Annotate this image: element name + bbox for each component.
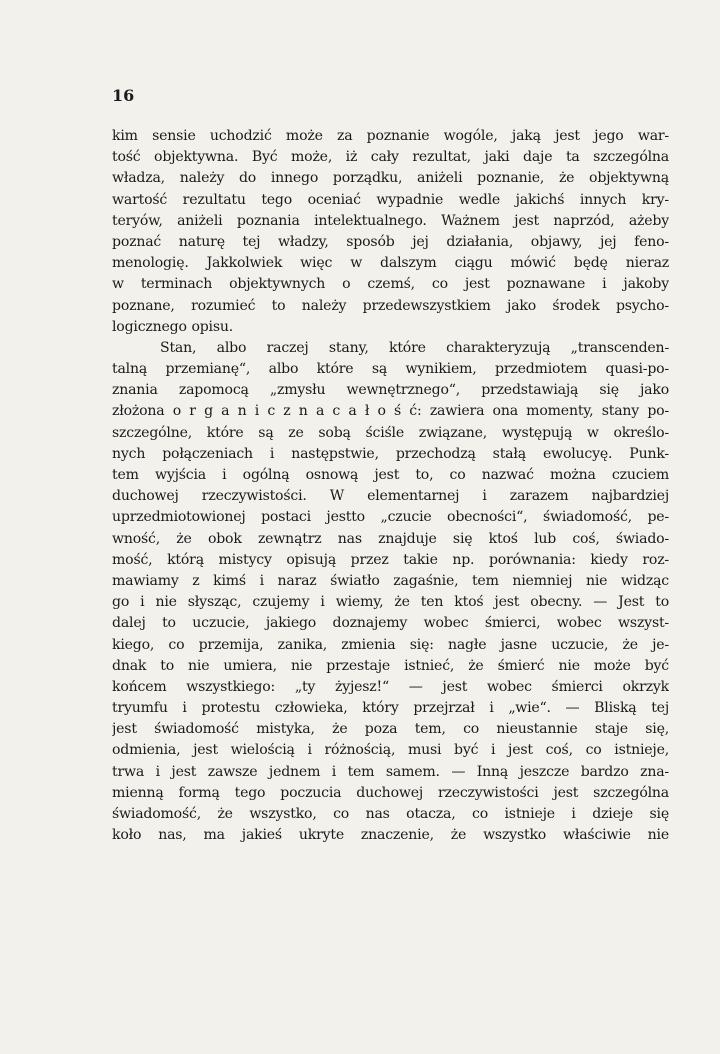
text-line: trwa i jest zawsze jednem i tem samem. — Inną jeszcze bardzo zna- xyxy=(112,763,669,780)
text-line: kim sensie uchodzić może za poznanie wogóle, jaką jest jego war- xyxy=(112,128,669,144)
text-line: złożona o r g a n i c z n a c a ł o ś ć: zawiera ona momenty, stany po- xyxy=(112,403,669,420)
text-line: wartość rezultatu tego oceniać wypadnie wedle jakichś innych kry- xyxy=(112,191,669,208)
text-line: tryumfu i protestu człowieka, który przejrzał i „wie“. — Bliską tej xyxy=(112,700,669,717)
text-line: mienną formą tego poczucia duchowej rzeczywistości jest szczególna xyxy=(112,784,669,801)
text-line: kiego, co przemija, zanika, zmienia się: nagłe jasne uczucie, że je- xyxy=(112,636,669,653)
text-line: poznać naturę tej władzy, sposób jej działania, objawy, jej feno- xyxy=(112,233,669,250)
text-line: szczególne, które są ze sobą ściśle związane, występują w określo- xyxy=(112,424,669,441)
text-line: mawiamy z kimś i naraz światło zagaśnie, tem niemniej nie widząc xyxy=(112,572,669,589)
text-line: świadomość, że wszystko, co nas otacza, co istnieje i dzieje się xyxy=(112,806,669,822)
body-text xyxy=(112,126,669,846)
text-line: końcem wszystkiego: „ty żyjesz!“ — jest wobec śmierci okrzyk xyxy=(112,678,669,695)
text-line: duchowej rzeczywistości. W elementarnej i zarazem najbardziej xyxy=(112,488,669,505)
text-line: uprzedmiotowionej postaci jestto „czucie obecności“, świadomość, pe- xyxy=(112,509,669,526)
text-line: go i nie słysząc, czujemy i wiemy, że ten ktoś jest obecny. — Jest to xyxy=(112,594,669,611)
text-line: odmienia, jest wielością i różnością, musi być i jest coś, co istnieje, xyxy=(112,742,669,759)
text-line: teryów, aniżeli poznania intelektualnego. Ważnem jest naprzód, ażeby xyxy=(112,212,669,229)
page-number: 16 xyxy=(112,86,135,105)
text-line: poznane, rozumieć to należy przedewszystkiem jako środek psycho- xyxy=(112,297,669,314)
text-line: jest świadomość mistyka, że poza tem, co nieustannie staje się, xyxy=(112,721,669,738)
paragraph-start-line: Stan, albo raczej stany, które charakteryzują „transcenden- xyxy=(160,339,669,356)
text-line: dalej to uczucie, jakiego doznajemy wobec śmierci, wobec wszyst- xyxy=(112,615,669,632)
text-line: talną przemianę“, albo które są wynikiem, przedmiotem quasi-po- xyxy=(112,361,669,378)
text-line: logicznego opisu. xyxy=(112,318,234,335)
text-line: tość objektywna. Być może, iż cały rezultat, jaki daje ta szczególna xyxy=(112,149,669,166)
text-line: menologię. Jakkolwiek więc w dalszym ciągu mówić będę nieraz xyxy=(112,255,669,272)
text-line: koło nas, ma jakieś ukryte znaczenie, że wszystko właściwie nie xyxy=(112,827,669,844)
text-line: tem wyjścia i ogólną osnową jest to, co nazwać można czuciem xyxy=(112,467,669,483)
text-line: znania zapomocą „zmysłu wewnętrznego“, przedstawiają się jako xyxy=(112,382,669,399)
text-line: wność, że obok zewnątrz nas znajduje się ktoś lub coś, świado- xyxy=(112,530,669,547)
text-line: dnak to nie umiera, nie przestaje istnieć, że śmierć nie może być xyxy=(112,657,669,674)
text-line: w terminach objektywnych o czemś, co jest poznawane i jakoby xyxy=(112,276,669,293)
text-line: mość, którą mistycy opisują przez takie np. porównania: kiedy roz- xyxy=(112,551,669,568)
text-line: władza, należy do innego porządku, aniżeli poznanie, że objektywną xyxy=(112,170,669,187)
text-line: nych połączeniach i następstwie, przechodzą stałą ewolucyę. Punk- xyxy=(112,445,669,462)
